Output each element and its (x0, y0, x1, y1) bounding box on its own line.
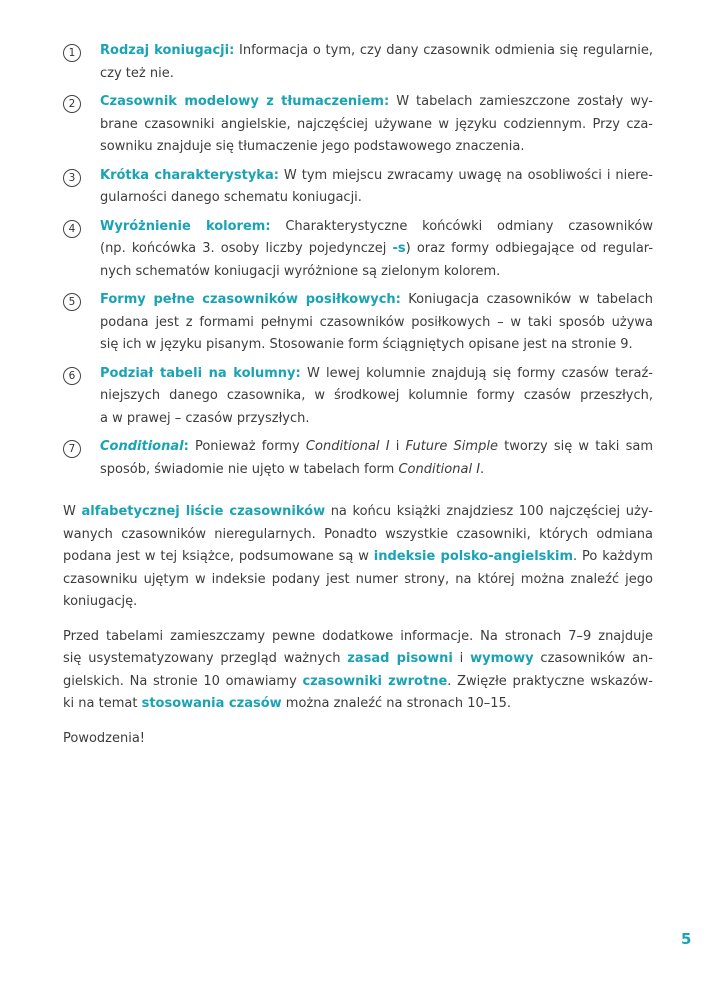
text-run: i (452, 651, 471, 666)
highlight-term: wymowy (470, 651, 534, 666)
page-number: 5 (681, 930, 692, 948)
text-run: Future Simple (405, 439, 498, 454)
text-line (100, 136, 653, 159)
highlight-term: alfabetycznej liście czasowników (81, 504, 326, 519)
text-line (100, 63, 653, 86)
spacer (63, 487, 653, 501)
text-run: brane czasowniki angielskie, najczęściej używane w języku codziennym. Przy cza- (100, 116, 653, 132)
text-run: podana jest z formami pełnymi czasowników posiłkowych – w taki sposób używa (100, 314, 653, 330)
text-line (63, 591, 653, 614)
item-number-circle: 5 (63, 293, 81, 311)
text-run: . Po każdym (573, 549, 653, 564)
text-run: czasowniku ujętym w indeksie podany jest numer strony, na której można znaleźć jego (63, 571, 653, 587)
text-run: Powodzenia! (63, 730, 146, 746)
text-line (100, 114, 653, 137)
highlight-term: Czasownik modelowy z tłumaczeniem: (100, 94, 390, 109)
text-run: Conditional I (398, 461, 481, 477)
highlight-term: czasowniki zwrotne (302, 673, 448, 689)
list-item (63, 436, 653, 481)
text-line (63, 626, 653, 649)
text-run: ) oraz formy odbiegające od regular- (405, 241, 654, 256)
text-line (100, 408, 653, 431)
text-run: Charakterystyczne końcówki odmiany czasowników (270, 218, 653, 234)
text-line (100, 312, 653, 335)
text-run: nych schematów koniugacji wyróżnione są zielonym kolorem. (100, 263, 501, 279)
text-run: a w prawej – czasów przyszłych. (100, 410, 310, 426)
text-line (63, 546, 653, 569)
text-line (63, 501, 653, 524)
text-line (63, 728, 653, 751)
list-item (63, 40, 653, 85)
highlight-term: -s (392, 241, 406, 256)
text-run: (np. końcówka 3. osoby liczby pojedynczej (100, 241, 393, 256)
highlight-term: Krótka charakterystyka: (100, 167, 279, 183)
text-run: się usystematyzowany przegląd ważnych (63, 651, 348, 666)
text-run: na końcu książki znajdziesz 100 najczęściej uży- (325, 504, 653, 519)
text-line (100, 238, 653, 261)
text-line (63, 569, 653, 592)
text-line (63, 671, 653, 694)
highlight-term: stosowania czasów (141, 696, 282, 711)
text-run: gielskich. Na stronie 10 omawiamy (63, 673, 303, 689)
text-line (100, 334, 653, 357)
text-run: niejszych danego czasownika, w środkowej kolumnie formy czasów przeszłych, (100, 388, 653, 403)
text-run: czy też nie. (100, 65, 174, 81)
text-run: W lewej kolumnie znajdują się formy czasów teraź- (300, 365, 653, 381)
text-run: podana jest w tej książce, podsumowane są w (63, 549, 374, 564)
text-run: Koniugacja czasowników w tabelach (400, 292, 653, 307)
paragraph (63, 626, 653, 716)
text-run: . Zwięzłe praktyczne wskazów- (447, 673, 653, 689)
text-run: można znaleźć na stronach 10–15. (281, 696, 511, 711)
text-run: koniugację. (63, 594, 138, 609)
text-run: wanych czasowników nieregularnych. Ponadto wszystkie czasowniki, których odmiana (63, 526, 653, 542)
text-line (100, 289, 653, 312)
text-run: Informacja o tym, czy dany czasownik odmienia się regularnie, (234, 43, 654, 58)
text-run: W (63, 504, 82, 519)
text-run: sposób, świadomie nie ujęto w tabelach form (100, 461, 399, 477)
list-item (63, 91, 653, 159)
text-line (100, 385, 653, 408)
text-run: sowniku znajduje się tłumaczenie jego podstawowego znaczenia. (100, 139, 525, 154)
body-text (63, 501, 653, 750)
list-item (63, 216, 653, 284)
item-number-circle: 6 (63, 367, 81, 385)
item-number-circle: 2 (63, 95, 81, 113)
paragraph (63, 501, 653, 614)
list-item (63, 289, 653, 357)
page-content (63, 40, 653, 750)
item-number-circle: 1 (63, 44, 81, 62)
highlight-term: Rodzaj koniugacji: (100, 43, 235, 58)
text-run: Przed tabelami zamieszczamy pewne dodatkowe informacje. Na stronach 7–9 znajduje (63, 628, 653, 644)
highlight-term: indeksie polsko-angielskim (373, 549, 574, 564)
text-line (100, 40, 653, 63)
text-line (100, 165, 653, 188)
text-run: czasowników an- (533, 651, 653, 666)
paragraph (63, 728, 653, 751)
highlight-term: Formy pełne czasowników posiłkowych: (100, 292, 401, 307)
text-run: Conditional I (305, 439, 390, 454)
text-line (100, 261, 653, 284)
text-line (100, 436, 653, 459)
text-line (100, 216, 653, 239)
text-run: . (480, 461, 485, 477)
list-item (63, 363, 653, 431)
text-run: W tym miejscu zwracamy uwagę na osobliwości i niere- (278, 167, 653, 183)
text-run: gularności danego schematu koniugacji. (100, 190, 362, 205)
item-number-circle: 4 (63, 220, 81, 238)
item-number-circle: 3 (63, 169, 81, 187)
item-number-circle: 7 (63, 440, 81, 458)
text-run: ki na temat (63, 696, 142, 711)
list-item (63, 165, 653, 210)
text-run: Ponieważ formy (188, 439, 306, 454)
highlight-term: : (183, 439, 189, 454)
numbered-list (63, 40, 653, 481)
text-line (63, 693, 653, 716)
highlight-term: Wyróżnienie kolorem: (100, 218, 271, 234)
text-line (100, 91, 653, 114)
text-line (100, 363, 653, 386)
highlight-term: Conditional (100, 439, 184, 454)
text-run: i (389, 439, 406, 454)
text-line (100, 187, 653, 210)
highlight-term: Podział tabeli na kolumny: (100, 365, 301, 381)
text-line (100, 459, 653, 482)
text-run: W tabelach zamieszczone zostały wy- (389, 94, 654, 109)
text-line (63, 524, 653, 547)
text-line (63, 648, 653, 671)
text-run: tworzy się w taki sam (497, 439, 653, 454)
text-run: się ich w języku pisanym. Stosowanie form ściągniętych opisane jest na stronie 9. (100, 337, 633, 352)
highlight-term: zasad pisowni (347, 651, 453, 666)
